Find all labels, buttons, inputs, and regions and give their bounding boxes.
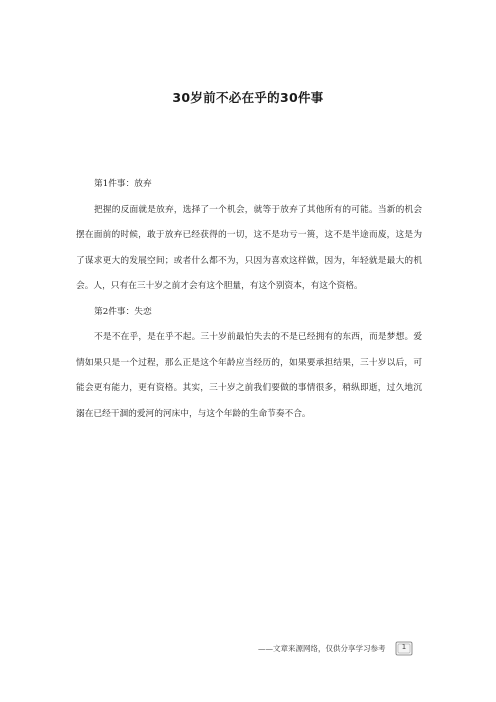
section-1-heading: 第1件事：放弃 xyxy=(94,179,152,189)
section-2-paragraph: 不是不在乎，是在乎不起。三十岁前最怕失去的不是已经拥有的东西，而是梦想。爱情如果只是一个过程，那么正是这个年龄应当经历的，如果要承担结果，三十岁以后，可能会更有能力，更有资格。其实，三十岁之前我们要做的事情很多，稍纵即逝，过久地沉溺在已经干涸的爱河的河床中，与这个年龄的生命节奏不合。 xyxy=(76,332,422,419)
page-number: 1 xyxy=(401,643,407,651)
section-1-paragraph: 把握的反面就是放弃，选择了一个机会，就等于放弃了其他所有的可能。当新的机会摆在面前的时候，敢于放弃已经获得的一切，这不是功亏一篑，这不是半途而废，这是为了谋求更大的发展空间；或者什么都不为，只因为喜欢这样做，因为，年轻就是最大的机会。人，只有在三十岁之前才会有这个胆量，有这个别资本，有这个资格。 xyxy=(76,204,422,291)
document-body xyxy=(76,172,422,427)
source-note: ——文章来源网络，仅供分享学习参考 xyxy=(258,644,386,653)
document-title: 30岁前不必在乎的30件事 xyxy=(172,90,324,105)
section-2-heading: 第2件事：失恋 xyxy=(94,306,152,317)
page-number-badge xyxy=(395,641,413,656)
